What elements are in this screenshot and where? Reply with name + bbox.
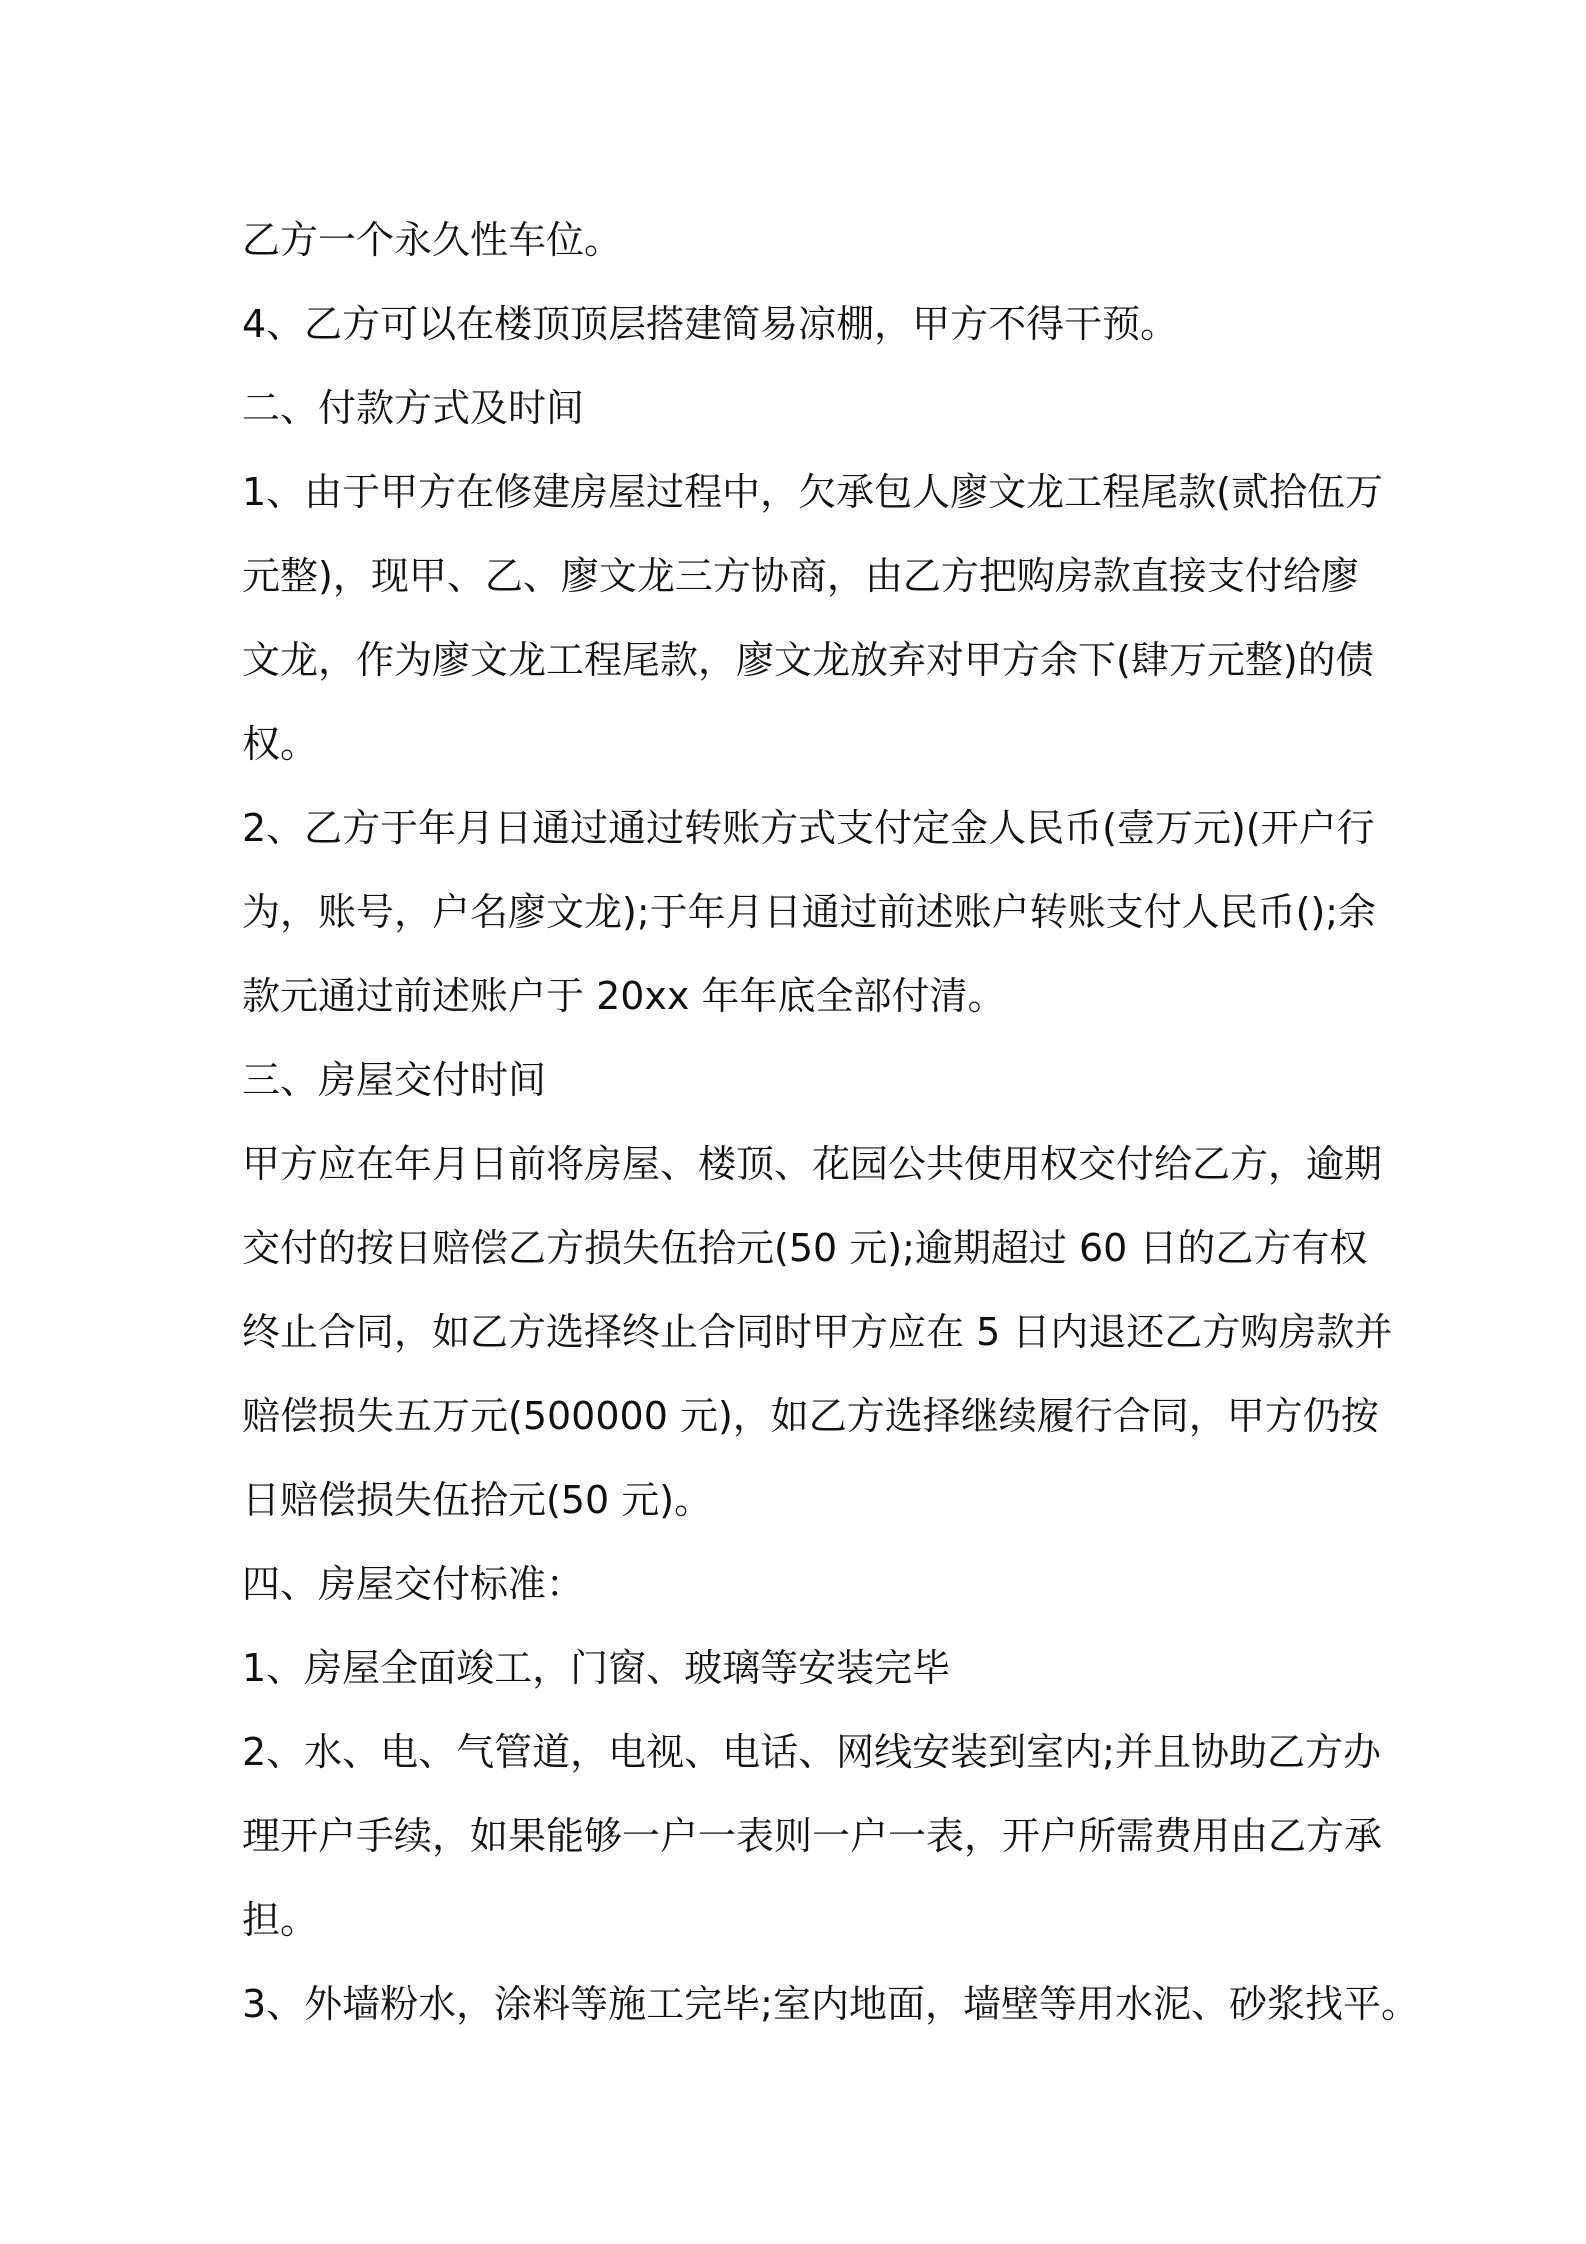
section-heading: 四、房屋交付标准： [242, 1562, 585, 1606]
section-heading: 三、房屋交付时间 [242, 1058, 547, 1102]
text-line: 甲方应在年月日前将房屋、楼顶、花园公共使用权交付给乙方，逾期 [242, 1142, 1383, 1186]
text-line: 1、由于甲方在修建房屋过程中，欠承包人廖文龙工程尾款(贰拾伍万 [242, 470, 1384, 514]
text-line: 元整)，现甲、乙、廖文龙三方协商，由乙方把购房款直接支付给廖 [242, 554, 1359, 598]
text-line: 权。 [242, 722, 319, 766]
document-body [242, 198, 1419, 2046]
text-line: 日赔偿损失伍拾元(50 元)。 [242, 1478, 713, 1522]
text-line: 1、房屋全面竣工，门窗、玻璃等安装完毕 [242, 1646, 951, 1690]
text-line: 理开户手续，如果能够一户一表则一户一表，开户所需费用由乙方承 [242, 1814, 1383, 1858]
text-line: 担。 [242, 1898, 319, 1942]
text-line: 乙方一个永久性车位。 [242, 218, 623, 262]
text-line: 2、水、电、气管道，电视、电话、网线安装到室内;并且协助乙方办 [242, 1730, 1381, 1774]
text-line: 为，账号，户名廖文龙);于年月日通过前述账户转账支付人民币();余 [242, 890, 1377, 934]
text-line: 4、乙方可以在楼顶顶层搭建简易凉棚，甲方不得干预。 [242, 302, 1179, 346]
text-line: 文龙，作为廖文龙工程尾款，廖文龙放弃对甲方余下(肆万元整)的债 [242, 638, 1374, 682]
text-line: 赔偿损失五万元(500000 元)，如乙方选择继续履行合同，甲方仍按 [242, 1394, 1379, 1438]
text-line: 3、外墙粉水，涂料等施工完毕;室内地面，墙壁等用水泥、砂浆找平。 [242, 1982, 1419, 2026]
text-line: 2、乙方于年月日通过通过转账方式支付定金人民币(壹万元)(开户行 [242, 806, 1375, 850]
text-line: 终止合同，如乙方选择终止合同时甲方应在 5 日内退还乙方购房款并 [242, 1310, 1393, 1354]
text-line: 交付的按日赔偿乙方损失伍拾元(50 元);逾期超过 60 日的乙方有权 [242, 1226, 1368, 1270]
text-line: 款元通过前述账户于 20xx 年年底全部付清。 [242, 974, 1006, 1018]
section-heading: 二、付款方式及时间 [242, 386, 585, 430]
